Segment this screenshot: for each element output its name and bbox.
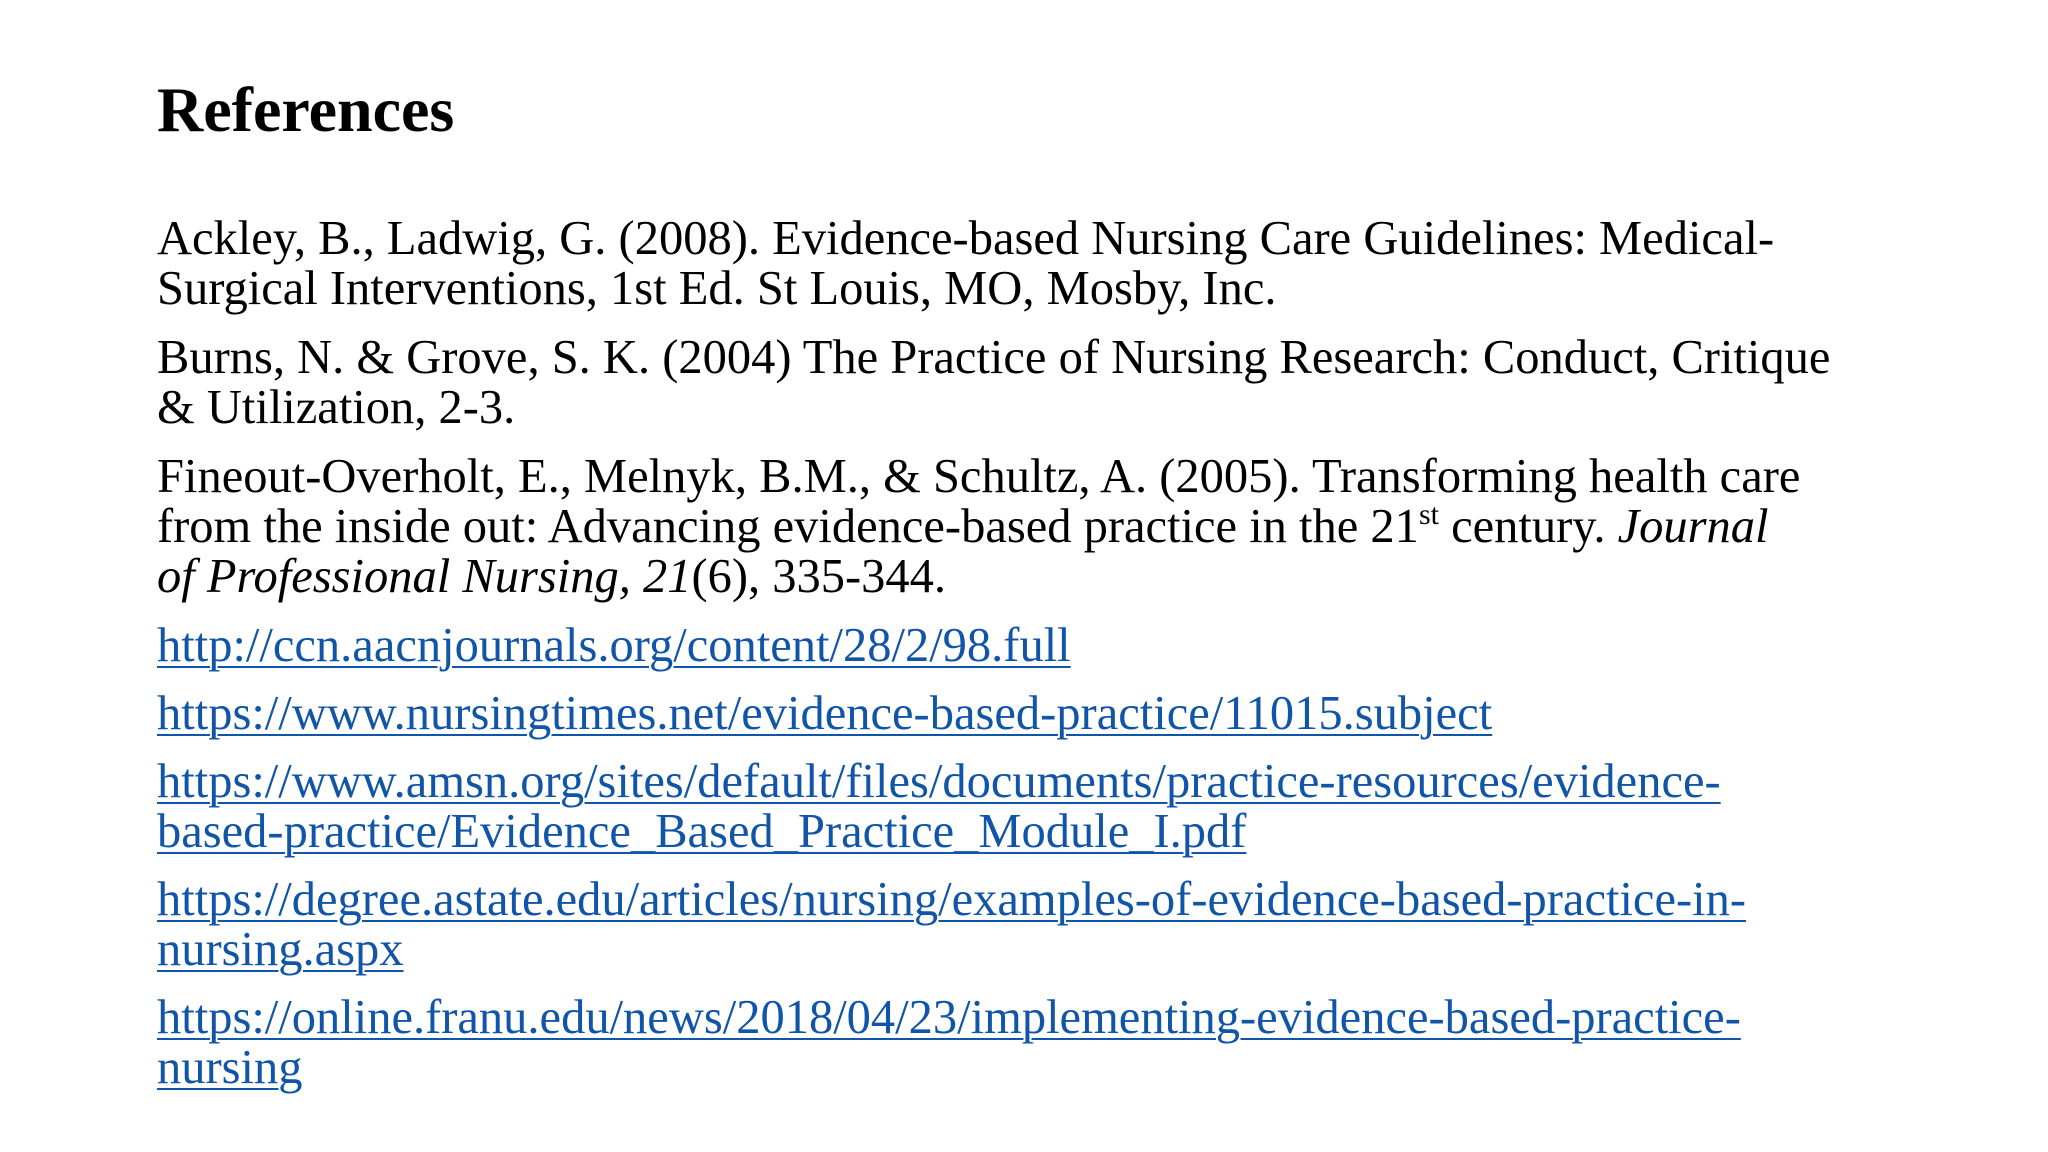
link-nursing-times[interactable] <box>157 687 1957 740</box>
reference-fineout-line-1: Fineout-Overholt, E., Melnyk, B.M., & Schultz, A. (2005). Transforming health care <box>157 450 1801 503</box>
ordinal-superscript: st <box>1418 498 1439 531</box>
reference-link-astate <box>157 875 1957 975</box>
reference-fineout-line-2-prefix: from the inside out: Advancing evidence-based practice in the 21 <box>157 500 1419 553</box>
link-franu-line-1: https://online.franu.edu/news/2018/04/23/implementing-evidence-based-practice- <box>157 991 1741 1044</box>
link-nursingtimes-line-1: https://www.nursingtimes.net/evidence-based-practice/11015.subject <box>157 687 1493 740</box>
journal-issue-pages: (6), 335-344. <box>691 550 947 603</box>
reference-link-aacn <box>157 621 1957 671</box>
reference-ackley-line-2: Surgical Interventions, 1st Ed. St Louis, MO, Mosby, Inc. <box>157 262 1277 315</box>
slide-title: References <box>157 74 455 145</box>
reference-link-franu <box>157 993 1957 1093</box>
link-amsn-line-1: https://www.amsn.org/sites/default/files/documents/practice-resources/evidence- <box>157 755 1721 808</box>
link-amsn-line-2: based-practice/Evidence_Based_Practice_Module_I.pdf <box>157 805 1247 858</box>
link-astate-line-1: https://degree.astate.edu/articles/nursing/examples-of-evidence-based-practice-in- <box>157 873 1747 926</box>
link-aacn-line-1: http://ccn.aacnjournals.org/content/28/2/98.full <box>157 619 1071 672</box>
reference-ackley-line-1: Ackley, B., Ladwig, G. (2008). Evidence-based Nursing Care Guidelines: Medical- <box>157 212 1775 265</box>
references-list <box>157 214 1957 1111</box>
journal-title-part-2: of Professional Nursing, 21 <box>157 550 692 603</box>
link-amsn-module[interactable] <box>157 755 1957 858</box>
reference-burns <box>157 333 1957 433</box>
link-astate-line-2: nursing.aspx <box>157 923 404 976</box>
link-franu-news[interactable] <box>157 991 1957 1094</box>
reference-fineout-line-3 <box>157 550 1957 603</box>
reference-fineout-line-2 <box>157 498 1957 553</box>
reference-fineout-line-2-suffix: century. <box>1438 500 1618 553</box>
reference-link-amsn <box>157 757 1957 857</box>
reference-burns-line-2: & Utilization, 2-3. <box>157 381 516 434</box>
reference-ackley <box>157 214 1957 314</box>
reference-fineout-overholt <box>157 452 1957 602</box>
link-franu-line-2: nursing <box>157 1041 303 1094</box>
reference-burns-line-1: Burns, N. & Grove, S. K. (2004) The Practice of Nursing Research: Conduct, Critique <box>157 331 1831 384</box>
reference-link-nursingtimes <box>157 689 1957 739</box>
link-aacn-journal[interactable] <box>157 619 1957 672</box>
link-astate-article[interactable] <box>157 873 1957 976</box>
journal-title-part-1: Journal <box>1617 500 1769 553</box>
